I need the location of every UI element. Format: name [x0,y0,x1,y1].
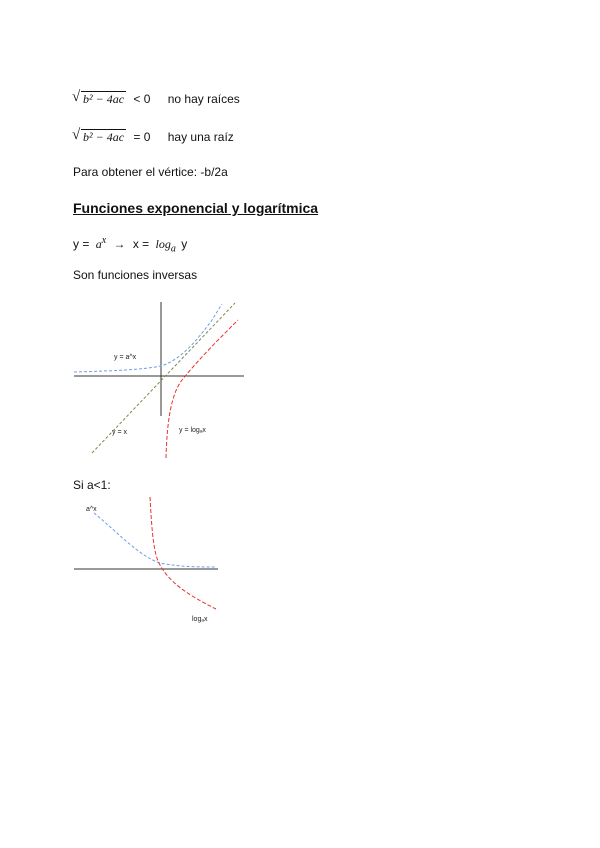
condition-text: hay una raíz [167,130,234,144]
relation: = 0 [133,130,151,144]
label-exponential: y = a^x [114,354,137,361]
graph-exp-log-a-less-1 [70,495,230,630]
discriminant-expression: √ b² − 4ac [72,127,125,144]
inverse-formula: $y = a^x \to x = \log_a y$ [73,235,188,255]
logarithm-curve [150,497,216,609]
label-logarithm: logₐx [192,616,208,623]
condition-no-roots [72,89,240,107]
exponential-curve [94,513,216,567]
exponential-curve [74,304,222,372]
logarithm-curve [166,320,238,458]
inverse-text: Son funciones inversas [73,268,198,282]
label-exponential: a^x [86,506,97,513]
condition-one-root [72,127,234,145]
discriminant-expression: √ b² − 4ac [72,89,125,106]
graph-exp-log [70,298,250,460]
case-text: Si a<1: [73,478,111,492]
vertex-text: Para obtener el vértice: -b/2a [73,165,228,179]
relation: < 0 [133,92,151,106]
section-heading: Funciones exponencial y logarítmica [73,200,319,216]
condition-text: no hay raíces [167,92,240,106]
label-identity: y = x [112,429,127,436]
label-logarithm: y = logₐx [179,427,206,434]
